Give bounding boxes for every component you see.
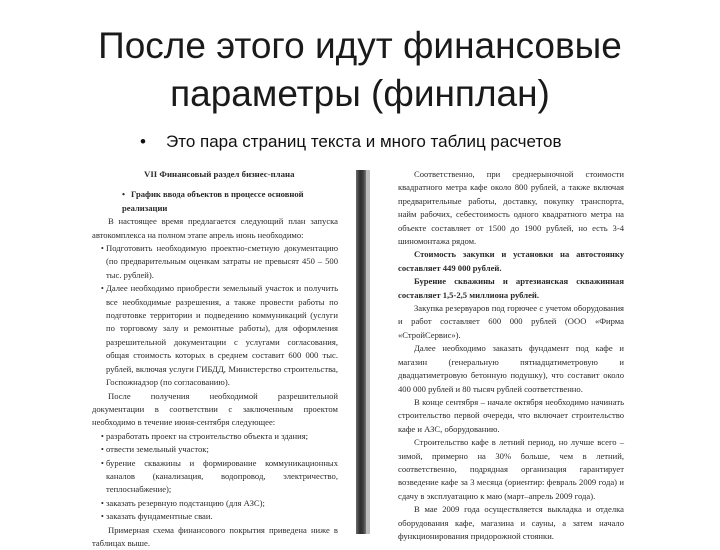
bullet-icon: • xyxy=(140,132,146,151)
slide-title xyxy=(0,22,720,118)
step-list-1 xyxy=(92,242,338,389)
paragraph: Соответственно, при среднерыночной стоимости квадратного метра кафе около 800 рублей, а также включая предварительные работы, доставку, покупку транспорта, найм рабочих, себестоимость одного квадратного метра на объекте составляет от 1500 до 1900 рублей, но есть 3-4 шиномонтажа рядом. xyxy=(398,169,624,247)
list-item: • заказать резервную подстанцию (для АЗС); xyxy=(106,497,338,510)
paragraph: Стоимость закупки и установки на автостоянку составляет 449 000 рублей. xyxy=(398,249,624,273)
document-page-right xyxy=(398,168,624,541)
page-separator xyxy=(356,170,366,534)
subsection-heading: • График ввода объектов в процессе основной реализации xyxy=(92,188,338,215)
section-heading: VII Финансовый раздел бизнес-плана xyxy=(144,169,295,179)
paragraph: В конце сентября – начале октября необходимо начинать строительство первой очереди, что включает строительство кафе и АЗС, оборудованию. xyxy=(398,396,624,434)
slide-bullet-text: Это пара страниц текста и много таблиц расчетов xyxy=(166,132,562,151)
list-item: • заказать фундаментные сваи. xyxy=(106,510,338,523)
list-item: • отвести земельный участок; xyxy=(106,443,338,456)
list-item: • разработать проект на строительство объекта и здания; xyxy=(106,430,338,443)
slide-bullet xyxy=(140,132,561,152)
list-item: • Далее необходимо приобрести земельный участок и получить все необходимые разрешения, а также провести работы по подготовке территории и подведению коммуникаций (услуги по торговому залу и ремонтные работы), для оформления разрешительной документации с услугами согласования, общая стоимость которых в среднем составит 600 000 тыс. рублей, включая услуги ГИБДД, Министерство строительства, Госпожнадзор (по согласованию). xyxy=(106,282,338,389)
footer-paragraph: Примерная схема финансового покрытия приведена ниже в таблицах выше. xyxy=(92,524,338,548)
paragraph: После получения необходимой разрешительной документации в соответствии с заключенным проектом необходимо в течение июня-сентября следующее: xyxy=(92,390,338,428)
paragraph: Закупка резервуаров под горючее с учетом оборудования и работ составляет 600 000 рублей (ООО «Фирма «СтройСервис»). xyxy=(398,303,624,340)
document-page-left xyxy=(92,168,338,548)
step-list-2 xyxy=(92,430,338,524)
slide-title-line-1: После этого идут финансовые xyxy=(98,25,622,66)
intro-paragraph: В настоящее время предлагается следующий план запуска автокомплекса на полном этапе апрель июнь необходимо: xyxy=(92,216,338,240)
paragraph: Бурение скважины и артезианская скважинная составляет 1,5-2,5 миллиона рублей. xyxy=(398,276,624,300)
paragraph: В мае 2009 года осуществляется выкладка и отделка оборудования кафе, магазина и сауны, а затем начало функционирования придорожной стоянки. xyxy=(398,504,624,541)
paragraph: Строительство кафе в летний период, но лучше всего – зимой, примерно на 30% больше, чем в летний, соответственно, подрядная организация гарантирует возведение кафе за 3 месяца (ориентир: февраль 2009 года) и сдачу в эксплуатацию к маю (март–апрель 2009 года). xyxy=(398,437,624,501)
page-separator-shadow xyxy=(366,170,370,534)
slide-title-line-2: параметры (финплан) xyxy=(170,73,550,114)
list-item: • бурение скважины и формирование коммуникационных каналов (канализация, водопровод, электричество, теплоснабжение); xyxy=(106,457,338,497)
paragraph: Далее необходимо заказать фундамент под кафе и магазин (генеральную пятнадцатиметровую и двадцатиметровую бетонную подушку), что составит около 400 000 рублей и 80 тысяч рублей соответственно. xyxy=(398,343,624,394)
list-item: • Подготовить необходимую проектно-сметную документацию (по предварительным оценкам затраты не превысят 450 – 500 тыс. рублей). xyxy=(106,242,338,282)
